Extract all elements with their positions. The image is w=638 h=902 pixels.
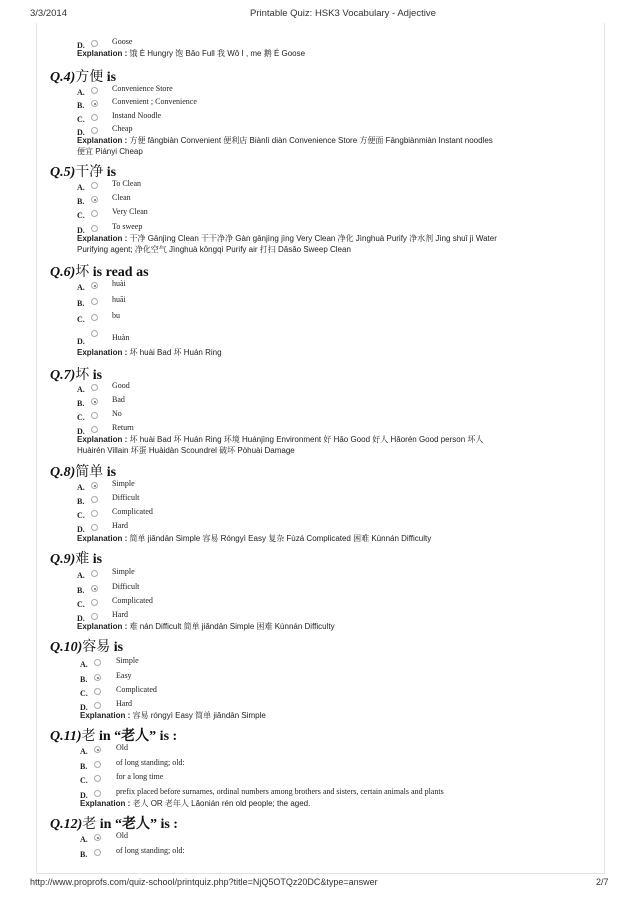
option-text: Return bbox=[112, 423, 134, 432]
option-letter: D. bbox=[80, 703, 88, 712]
option-text: Clean bbox=[112, 193, 131, 202]
question-title bbox=[50, 548, 102, 568]
question-number: Q.8) bbox=[50, 465, 76, 480]
option-radio[interactable] bbox=[91, 182, 98, 189]
explanation-label: Explanation : bbox=[77, 136, 128, 145]
option-letter: B. bbox=[77, 197, 85, 206]
option-text: Hard bbox=[112, 521, 128, 530]
explanation-text: 简单 jiǎndān Simple 容易 Róngyì Easy 复杂 Fùzá Complicated 困难 Kùnnán Difficulty bbox=[129, 534, 432, 543]
option-text: prefix placed before surnames, ordinal numbers among brothers and sisters, certain animals and plants bbox=[116, 787, 444, 796]
explanation bbox=[80, 799, 500, 810]
option-letter: B. bbox=[77, 497, 85, 506]
question-number: Q.11) bbox=[50, 729, 82, 744]
option-letter: A. bbox=[77, 183, 85, 192]
option-letter: C. bbox=[80, 776, 88, 785]
option-text: Old bbox=[116, 831, 128, 840]
question-number: Q.6) bbox=[50, 265, 76, 280]
question-number: Q.10) bbox=[50, 640, 83, 655]
explanation bbox=[77, 622, 497, 633]
option-radio[interactable] bbox=[91, 298, 98, 305]
option-letter: B. bbox=[80, 850, 88, 859]
option-letter: C. bbox=[77, 211, 85, 220]
question-word: 老 bbox=[82, 817, 97, 832]
option-text: To Clean bbox=[112, 179, 141, 188]
option-letter: A. bbox=[80, 660, 88, 669]
option-radio[interactable] bbox=[91, 314, 98, 321]
option-text: No bbox=[112, 409, 122, 418]
question-word: 简单 bbox=[75, 465, 104, 480]
option-letter: D. bbox=[77, 427, 85, 436]
option-radio[interactable] bbox=[91, 114, 98, 121]
option-radio[interactable] bbox=[91, 510, 98, 517]
option-text: Simple bbox=[112, 567, 135, 576]
option-letter: A. bbox=[80, 835, 88, 844]
footer-page-number: 2/7 bbox=[596, 877, 609, 887]
option-letter: D. bbox=[77, 128, 85, 137]
explanation-text: 饿 È Hungry 饱 Bǎo Full 我 Wǒ I , me 鹅 É Goose bbox=[129, 49, 306, 58]
question-word: 坏 bbox=[75, 368, 90, 383]
footer-url: http://www.proprofs.com/quiz-school/printquiz.php?title=NjQ5OTQz20DC&type=answer bbox=[30, 877, 378, 887]
option-text: Difficult bbox=[112, 493, 140, 502]
option-radio[interactable] bbox=[91, 127, 98, 134]
explanation-text: 坏 huài Bad 坏 Huán Ring bbox=[129, 348, 222, 357]
explanation-text: 难 nán Difficult 简单 jiǎndān Simple 困难 Kùnnán Difficulty bbox=[129, 622, 335, 631]
option-letter: A. bbox=[77, 483, 85, 492]
option-letter: A. bbox=[77, 385, 85, 394]
explanation-label: Explanation : bbox=[77, 348, 128, 357]
option-text: Hard bbox=[116, 699, 132, 708]
option-radio[interactable] bbox=[91, 524, 98, 531]
option-letter: C. bbox=[77, 413, 85, 422]
option-radio[interactable] bbox=[94, 775, 101, 782]
option-text: Complicated bbox=[112, 596, 153, 605]
explanation-label: Explanation : bbox=[77, 534, 128, 543]
question-word: 难 bbox=[75, 552, 90, 567]
question-suffix: is bbox=[103, 70, 117, 85]
option-text: Complicated bbox=[112, 507, 153, 516]
question-suffix: is bbox=[89, 552, 103, 567]
option-letter: A. bbox=[77, 571, 85, 580]
question-number: Q.7) bbox=[50, 368, 76, 383]
option-radio-selected[interactable] bbox=[91, 585, 98, 592]
question-word: 坏 bbox=[75, 265, 90, 280]
option-letter: D. bbox=[77, 41, 85, 50]
option-text: Cheap bbox=[112, 124, 133, 133]
option-text: bu bbox=[112, 311, 120, 320]
explanation bbox=[77, 348, 497, 359]
option-letter: D. bbox=[77, 337, 85, 346]
explanation bbox=[77, 136, 497, 157]
question-number: Q.5) bbox=[50, 165, 76, 180]
option-radio-selected[interactable] bbox=[94, 746, 101, 753]
option-radio[interactable] bbox=[91, 496, 98, 503]
option-letter: A. bbox=[77, 283, 85, 292]
explanation-label: Explanation : bbox=[80, 711, 131, 720]
option-radio-selected[interactable] bbox=[91, 482, 98, 489]
question-title bbox=[50, 725, 177, 745]
option-letter: B. bbox=[77, 399, 85, 408]
option-letter: B. bbox=[77, 101, 85, 110]
option-radio[interactable] bbox=[91, 599, 98, 606]
option-radio-selected[interactable] bbox=[91, 196, 98, 203]
option-radio[interactable] bbox=[91, 87, 98, 94]
option-letter: D. bbox=[80, 791, 88, 800]
explanation bbox=[77, 49, 497, 60]
question-word: 老 bbox=[81, 729, 96, 744]
option-radio[interactable] bbox=[94, 702, 101, 709]
question-suffix: is read as bbox=[89, 265, 149, 280]
explanation bbox=[77, 435, 497, 456]
option-radio[interactable] bbox=[94, 761, 101, 768]
option-text: of long standing; old: bbox=[116, 758, 185, 767]
option-radio-selected[interactable] bbox=[91, 282, 98, 289]
option-radio[interactable] bbox=[91, 330, 98, 337]
question-title bbox=[50, 66, 116, 86]
option-text: Complicated bbox=[116, 685, 157, 694]
option-text: Difficult bbox=[112, 582, 140, 591]
explanation-label: Explanation : bbox=[77, 435, 128, 444]
option-letter: A. bbox=[80, 747, 88, 756]
option-text: Simple bbox=[116, 656, 139, 665]
option-radio-selected[interactable] bbox=[91, 398, 98, 405]
question-suffix: is bbox=[110, 640, 124, 655]
explanation-text: 坏 huài Bad 坏 Huán Ring 环境 Huánjìng Environment 好 Hǎo Good 好人 Hǎorén Good person 坏人 Huàirén Villain 坏蛋 Huàidàn Scoundrel 破坏 Pòhuài Damage bbox=[77, 435, 484, 455]
option-text: huāi bbox=[112, 295, 126, 304]
option-radio[interactable] bbox=[91, 225, 98, 232]
explanation bbox=[77, 534, 497, 545]
option-text: huài bbox=[112, 279, 126, 288]
option-letter: A. bbox=[77, 88, 85, 97]
explanation-text: 方便 fāngbiàn Convenient 便利店 Biànlì diàn Convenience Store 方便面 Fāngbiànmiàn Instant noodles 便宜 Piányi Cheap bbox=[77, 136, 493, 156]
option-text: Bad bbox=[112, 395, 125, 404]
print-date: 3/3/2014 bbox=[30, 8, 67, 19]
option-text: Easy bbox=[116, 671, 132, 680]
option-radio-selected[interactable] bbox=[91, 100, 98, 107]
option-radio-selected[interactable] bbox=[94, 834, 101, 841]
explanation-label: Explanation : bbox=[77, 49, 128, 58]
explanation-text: 老人 OR 老年人 Lǎonián rén old people; the aged. bbox=[132, 799, 311, 808]
option-radio[interactable] bbox=[94, 790, 101, 797]
question-suffix: is bbox=[103, 465, 117, 480]
option-radio[interactable] bbox=[91, 210, 98, 217]
option-letter: C. bbox=[80, 689, 88, 698]
explanation bbox=[77, 234, 497, 255]
option-letter: C. bbox=[77, 511, 85, 520]
question-title bbox=[50, 461, 116, 481]
explanation-label: Explanation : bbox=[77, 622, 128, 631]
print-title: Printable Quiz: HSK3 Vocabulary - Adjective bbox=[250, 8, 436, 19]
explanation bbox=[80, 711, 500, 722]
explanation-text: 容易 róngyì Easy 简单 jiǎndān Simple bbox=[132, 711, 266, 720]
option-text: Good bbox=[112, 381, 130, 390]
option-radio[interactable] bbox=[91, 412, 98, 419]
option-letter: D. bbox=[77, 226, 85, 235]
question-number: Q.12) bbox=[50, 817, 83, 832]
option-radio[interactable] bbox=[91, 613, 98, 620]
option-text: To sweep bbox=[112, 222, 143, 231]
explanation-label: Explanation : bbox=[80, 799, 131, 808]
question-word: 干净 bbox=[75, 165, 104, 180]
option-text: Huàn bbox=[112, 333, 130, 342]
question-title bbox=[50, 364, 102, 384]
option-letter: B. bbox=[80, 675, 88, 684]
option-letter: B. bbox=[80, 762, 88, 771]
option-text: for a long time bbox=[116, 772, 164, 781]
question-word: 容易 bbox=[82, 640, 111, 655]
option-letter: D. bbox=[77, 525, 85, 534]
question-title bbox=[50, 261, 149, 281]
question-title bbox=[50, 636, 123, 656]
option-radio[interactable] bbox=[91, 426, 98, 433]
explanation-label: Explanation : bbox=[77, 234, 128, 243]
option-letter: C. bbox=[77, 115, 85, 124]
option-radio[interactable] bbox=[91, 40, 98, 47]
option-text: Convenience Store bbox=[112, 84, 173, 93]
option-text: of long standing; old: bbox=[116, 846, 185, 855]
question-suffix: in “老人” is : bbox=[96, 817, 178, 832]
question-number: Q.9) bbox=[50, 552, 76, 567]
question-title bbox=[50, 813, 178, 833]
option-text: Goose bbox=[112, 37, 133, 46]
question-word: 方便 bbox=[75, 70, 104, 85]
option-text: Convenient ; Convenience bbox=[112, 97, 197, 106]
option-text: Hard bbox=[112, 610, 128, 619]
option-text: Very Clean bbox=[112, 207, 148, 216]
option-letter: D. bbox=[77, 614, 85, 623]
option-letter: C. bbox=[77, 600, 85, 609]
explanation-text: 干净 Gānjìng Clean 干干净净 Gàn gānjìng jìng Very Clean 净化 Jìnghuà Purify 净水剂 Jìng shuǐ jì Water Purifying agent; 净化空气 Jìnghuà kōngqì Purify air 打扫 Dǎsǎo Sweep Clean bbox=[77, 234, 497, 254]
option-radio[interactable] bbox=[94, 849, 101, 856]
option-text: Simple bbox=[112, 479, 135, 488]
option-radio[interactable] bbox=[94, 659, 101, 666]
question-title bbox=[50, 161, 116, 181]
question-suffix: is bbox=[103, 165, 117, 180]
question-suffix: in “老人” is : bbox=[95, 729, 178, 744]
option-radio-selected[interactable] bbox=[94, 674, 101, 681]
option-letter: B. bbox=[77, 586, 85, 595]
option-text: Instand Noodle bbox=[112, 111, 162, 120]
option-radio[interactable] bbox=[94, 688, 101, 695]
option-letter: B. bbox=[77, 299, 85, 308]
question-suffix: is bbox=[89, 368, 103, 383]
option-radio[interactable] bbox=[91, 570, 98, 577]
question-number: Q.4) bbox=[50, 70, 76, 85]
option-text: Old bbox=[116, 743, 128, 752]
option-letter: C. bbox=[77, 315, 85, 324]
option-radio[interactable] bbox=[91, 384, 98, 391]
